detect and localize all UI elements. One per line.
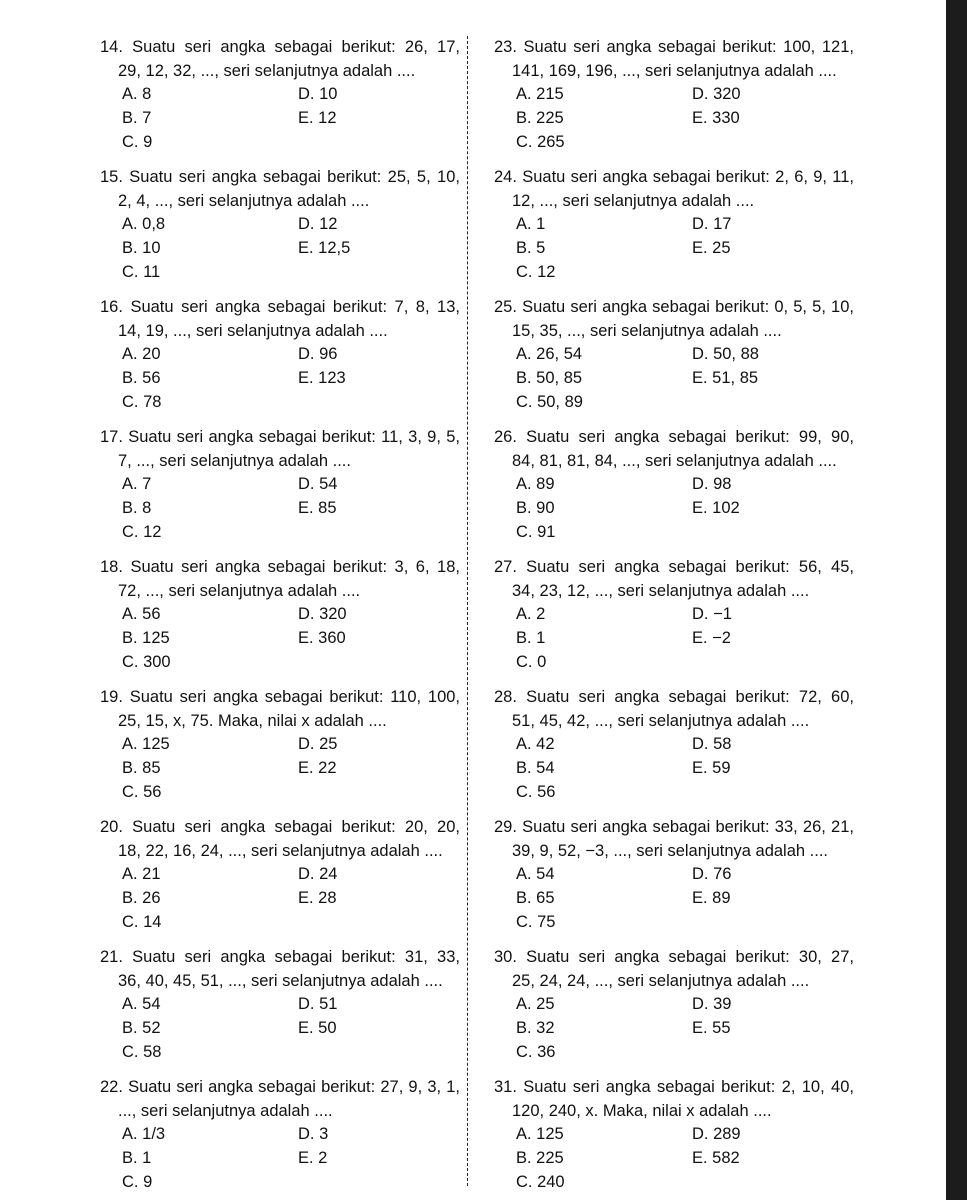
question-number: 18. (100, 558, 123, 576)
option-e: E. 89 (692, 889, 731, 907)
question-line-2: 120, 240, x. Maka, nilai x adalah .... (512, 1101, 772, 1120)
option-d: D. 320 (692, 85, 741, 103)
question-text (494, 166, 854, 190)
question-number: 16. (100, 298, 123, 316)
question-number: 30. (494, 948, 517, 966)
question-item (100, 686, 460, 803)
question-number: 28. (494, 688, 517, 706)
question-line-2: 12, ..., seri selanjutnya adalah .... (512, 191, 755, 210)
option-e: E. 360 (298, 629, 346, 647)
option-a: A. 2 (516, 605, 546, 623)
question-item (100, 946, 460, 1063)
question-text (494, 946, 854, 970)
question-item (494, 426, 854, 543)
question-item (494, 556, 854, 673)
question-number: 15. (100, 168, 123, 186)
question-text (494, 1076, 854, 1100)
option-a: A. 56 (122, 605, 161, 623)
question-line-1: Suatu seri angka sebagai berikut: 99, 90, (526, 428, 854, 446)
question-line-2: 141, 169, 196, ..., seri selanjutnya adalah .... (512, 61, 837, 80)
option-e: E. 59 (692, 759, 731, 777)
answer-options (100, 343, 460, 413)
option-b: B. 7 (122, 109, 152, 127)
option-c: C. 11 (122, 263, 161, 281)
option-b: B. 65 (516, 889, 555, 907)
question-number: 14. (100, 38, 123, 56)
option-c: C. 265 (516, 133, 565, 151)
question-number: 27. (494, 558, 517, 576)
question-line-1: Suatu seri angka sebagai berikut: 100, 121, (523, 38, 854, 56)
question-number: 25. (494, 298, 517, 316)
question-item (100, 166, 460, 283)
question-item (100, 426, 460, 543)
question-number: 22. (100, 1078, 123, 1096)
question-item (494, 686, 854, 803)
option-b: B. 5 (516, 239, 546, 257)
question-text (494, 426, 854, 450)
question-number: 20. (100, 818, 123, 836)
question-line-2: 7, ..., seri selanjutnya adalah .... (118, 451, 351, 470)
answer-options (494, 993, 854, 1063)
answer-options (494, 733, 854, 803)
option-c: C. 14 (122, 913, 162, 931)
option-a: A. 215 (516, 85, 564, 103)
question-number: 17. (100, 428, 123, 446)
option-d: D. 98 (692, 475, 732, 493)
option-c: C. 9 (122, 133, 153, 151)
option-c: C. 240 (516, 1173, 565, 1191)
question-line-1: Suatu seri angka sebagai berikut: 25, 5, 10, (129, 168, 460, 186)
question-line-1: Suatu seri angka sebagai berikut: 27, 9, 3, 1, (128, 1078, 460, 1096)
option-a: A. 26, 54 (516, 345, 583, 363)
option-a: A. 8 (122, 85, 152, 103)
option-d: D. 58 (692, 735, 732, 753)
question-text (494, 816, 854, 840)
question-line-1: Suatu seri angka sebagai berikut: 3, 6, 18, (130, 558, 460, 576)
answer-options (494, 603, 854, 673)
question-line-2: 84, 81, 81, 84, ..., seri selanjutnya adalah .... (512, 451, 837, 470)
question-number: 23. (494, 38, 517, 56)
question-text (100, 1076, 460, 1100)
option-b: B. 52 (122, 1019, 161, 1037)
answer-options (494, 343, 854, 413)
question-text (494, 686, 854, 710)
option-c: C. 36 (516, 1043, 556, 1061)
question-item (494, 296, 854, 413)
question-line-1: Suatu seri angka sebagai berikut: 11, 3, 9, 5, (128, 428, 460, 446)
question-item (494, 816, 854, 933)
option-e: E. 330 (692, 109, 740, 127)
option-c: C. 56 (516, 783, 556, 801)
option-d: D. 50, 88 (692, 345, 759, 363)
option-a: A. 54 (122, 995, 161, 1013)
option-e: E. 12,5 (298, 239, 351, 257)
answer-options (100, 733, 460, 803)
question-line-1: Suatu seri angka sebagai berikut: 33, 26, 21, (522, 818, 854, 836)
option-a: A. 125 (122, 735, 170, 753)
question-text (494, 556, 854, 580)
question-line-2: 14, 19, ..., seri selanjutnya adalah .... (118, 321, 388, 340)
question-item (100, 816, 460, 933)
question-line-2: 34, 23, 12, ..., seri selanjutnya adalah .... (512, 581, 810, 600)
question-line-2: 36, 40, 45, 51, ..., seri selanjutnya adalah .... (118, 971, 443, 990)
option-b: B. 225 (516, 1149, 564, 1167)
question-line-1: Suatu seri angka sebagai berikut: 26, 17, (132, 38, 460, 56)
answer-options (100, 473, 460, 543)
option-e: E. 85 (298, 499, 337, 517)
option-d: D. 96 (298, 345, 338, 363)
question-item (100, 296, 460, 413)
option-e: E. 55 (692, 1019, 731, 1037)
answer-options (100, 863, 460, 933)
option-b: B. 8 (122, 499, 152, 517)
option-d: D. 25 (298, 735, 338, 753)
option-d: D. 54 (298, 475, 338, 493)
option-a: A. 25 (516, 995, 555, 1013)
question-line-2: 39, 9, 52, −3, ..., seri selanjutnya adalah .... (512, 841, 828, 860)
question-text (100, 816, 460, 840)
option-c: C. 12 (122, 523, 162, 541)
answer-options (100, 213, 460, 283)
question-line-1: Suatu seri angka sebagai berikut: 56, 45, (526, 558, 854, 576)
option-e: E. 102 (692, 499, 740, 517)
answer-options (494, 1123, 854, 1193)
question-item (100, 36, 460, 153)
option-d: D. 39 (692, 995, 732, 1013)
question-line-2: 25, 15, x, 75. Maka, nilai x adalah .... (118, 711, 387, 730)
option-b: B. 54 (516, 759, 555, 777)
option-c: C. 75 (516, 913, 556, 931)
question-number: 31. (494, 1078, 517, 1096)
question-line-2: 51, 45, 42, ..., seri selanjutnya adalah .... (512, 711, 810, 730)
answer-options (100, 1123, 460, 1193)
question-text (100, 36, 460, 60)
option-e: E. 2 (298, 1149, 328, 1167)
question-item (100, 1076, 460, 1193)
question-number: 24. (494, 168, 517, 186)
option-d: D. 51 (298, 995, 338, 1013)
option-b: B. 85 (122, 759, 161, 777)
option-d: D. 3 (298, 1125, 329, 1143)
option-c: C. 12 (516, 263, 556, 281)
option-d: D. 289 (692, 1125, 741, 1143)
question-line-2: 72, ..., seri selanjutnya adalah .... (118, 581, 361, 600)
question-number: 19. (100, 688, 123, 706)
question-item (494, 36, 854, 153)
question-line-1: Suatu seri angka sebagai berikut: 31, 33, (132, 948, 460, 966)
option-e: E. 28 (298, 889, 337, 907)
option-b: B. 225 (516, 109, 564, 127)
option-c: C. 56 (122, 783, 162, 801)
question-line-2: 18, 22, 16, 24, ..., seri selanjutnya adalah .... (118, 841, 443, 860)
column-divider (467, 36, 468, 1186)
question-line-1: Suatu seri angka sebagai berikut: 110, 100, (129, 688, 461, 706)
question-line-1: Suatu seri angka sebagai berikut: 7, 8, 13, (130, 298, 460, 316)
option-c: C. 0 (516, 653, 547, 671)
question-line-2: 15, 35, ..., seri selanjutnya adalah .... (512, 321, 782, 340)
question-line-2: 25, 24, 24, ..., seri selanjutnya adalah .... (512, 971, 810, 990)
question-number: 21. (100, 948, 123, 966)
question-line-2: 2, 4, ..., seri selanjutnya adalah .... (118, 191, 370, 210)
option-a: A. 7 (122, 475, 152, 493)
option-a: A. 42 (516, 735, 555, 753)
option-e: E. 25 (692, 239, 731, 257)
option-c: C. 300 (122, 653, 171, 671)
option-b: B. 125 (122, 629, 170, 647)
question-text (100, 556, 460, 580)
answer-options (494, 83, 854, 153)
question-text (100, 686, 460, 710)
option-b: B. 10 (122, 239, 161, 257)
question-line-1: Suatu seri angka sebagai berikut: 30, 27, (526, 948, 854, 966)
question-item (494, 946, 854, 1063)
option-b: B. 1 (122, 1149, 152, 1167)
question-line-1: Suatu seri angka sebagai berikut: 2, 10, 40, (523, 1078, 854, 1096)
question-item (100, 556, 460, 673)
option-d: D. 76 (692, 865, 732, 883)
option-e: E. 50 (298, 1019, 337, 1037)
option-a: A. 54 (516, 865, 555, 883)
option-c: C. 78 (122, 393, 162, 411)
option-c: C. 9 (122, 1173, 153, 1191)
option-b: B. 56 (122, 369, 161, 387)
answer-options (100, 993, 460, 1063)
question-text (100, 296, 460, 320)
answer-options (100, 603, 460, 673)
question-text (494, 36, 854, 60)
question-text (494, 296, 854, 320)
option-b: B. 50, 85 (516, 369, 583, 387)
question-line-2: ..., seri selanjutnya adalah .... (118, 1101, 333, 1120)
option-e: E. 22 (298, 759, 337, 777)
option-e: E. 51, 85 (692, 369, 759, 387)
question-number: 26. (494, 428, 517, 446)
answer-options (494, 863, 854, 933)
option-a: A. 89 (516, 475, 555, 493)
question-item (494, 166, 854, 283)
answer-options (494, 213, 854, 283)
option-e: E. 12 (298, 109, 337, 127)
option-c: C. 58 (122, 1043, 162, 1061)
question-line-1: Suatu seri angka sebagai berikut: 20, 20, (132, 818, 460, 836)
question-line-1: Suatu seri angka sebagai berikut: 2, 6, 9, 11, (522, 168, 854, 186)
option-d: D. 17 (692, 215, 732, 233)
option-e: E. 123 (298, 369, 346, 387)
option-a: A. 1/3 (122, 1125, 166, 1143)
option-b: B. 1 (516, 629, 546, 647)
option-b: B. 26 (122, 889, 161, 907)
answer-options (494, 473, 854, 543)
option-e: E. −2 (692, 629, 731, 647)
question-line-1: Suatu seri angka sebagai berikut: 0, 5, 5, 10, (522, 298, 854, 316)
question-text (100, 946, 460, 970)
option-b: B. 32 (516, 1019, 555, 1037)
option-d: D. 320 (298, 605, 347, 623)
option-d: D. −1 (692, 605, 732, 623)
option-a: A. 20 (122, 345, 161, 363)
question-item (494, 1076, 854, 1193)
option-b: B. 90 (516, 499, 555, 517)
option-c: C. 50, 89 (516, 393, 583, 411)
option-d: D. 24 (298, 865, 338, 883)
answer-options (100, 83, 460, 153)
option-e: E. 582 (692, 1149, 740, 1167)
option-a: A. 1 (516, 215, 546, 233)
option-a: A. 0,8 (122, 215, 166, 233)
option-d: D. 12 (298, 215, 338, 233)
option-a: A. 21 (122, 865, 161, 883)
question-text (100, 166, 460, 190)
option-d: D. 10 (298, 85, 338, 103)
question-line-1: Suatu seri angka sebagai berikut: 72, 60, (526, 688, 854, 706)
question-number: 29. (494, 818, 517, 836)
option-c: C. 91 (516, 523, 556, 541)
question-text (100, 426, 460, 450)
question-line-2: 29, 12, 32, ..., seri selanjutnya adalah .... (118, 61, 416, 80)
option-a: A. 125 (516, 1125, 564, 1143)
